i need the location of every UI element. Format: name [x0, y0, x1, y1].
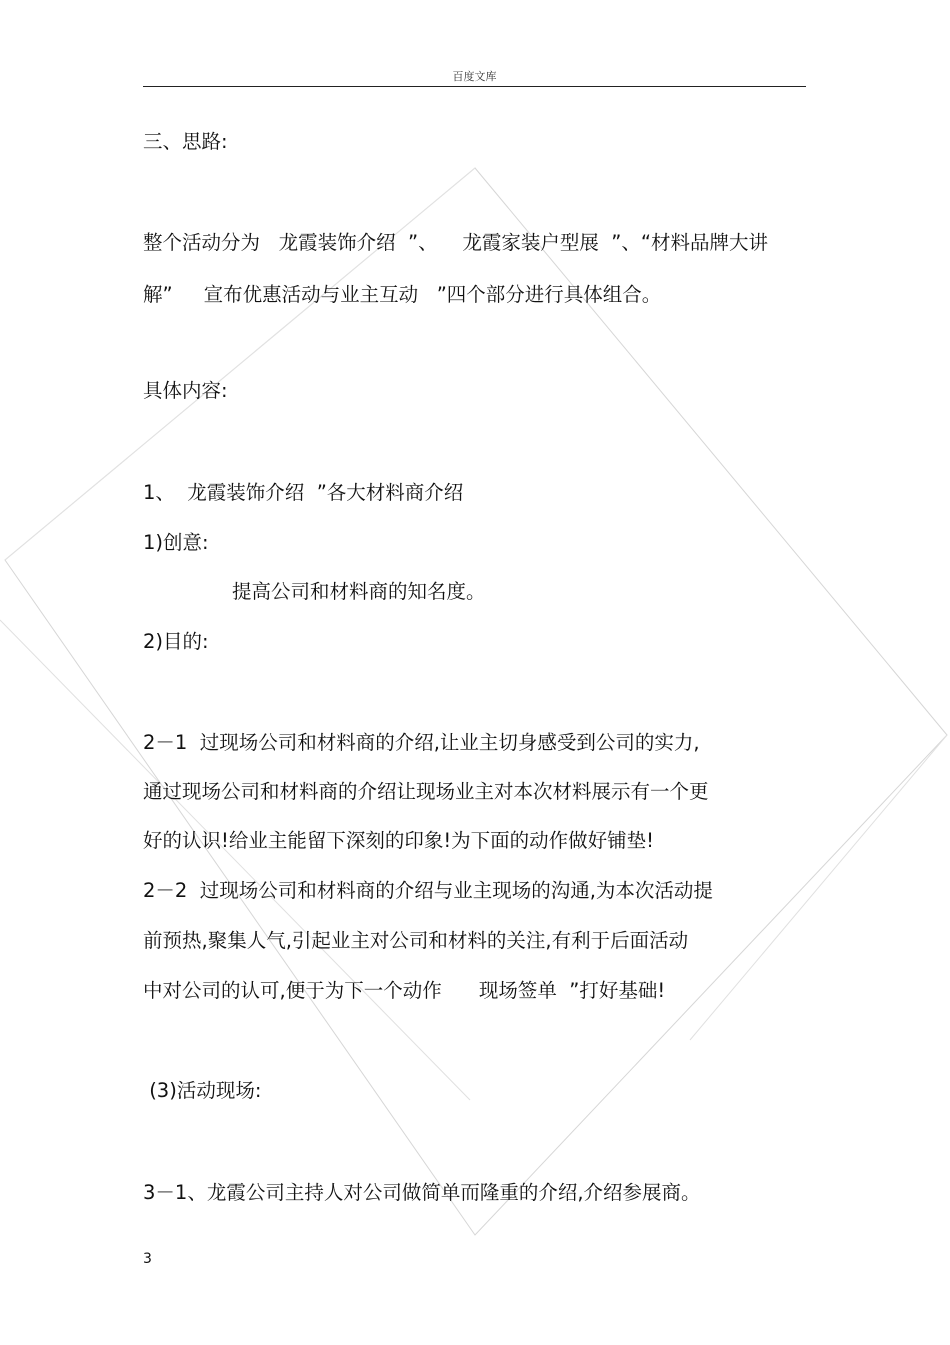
item1-title: 1、 龙霞装饰介绍 ”各大材料商介绍	[143, 481, 464, 504]
header-divider	[143, 86, 806, 87]
paragraph-3-1-line-1: 3－1、龙霞公司主持人对公司做简单而隆重的介绍,介绍参展商。	[143, 1181, 701, 1204]
page-header: 百度文库	[452, 70, 497, 83]
paragraph-2-2-line-2: 前预热,聚集人气,引起业主对公司和材料的关注,有利于后面活动	[143, 929, 689, 952]
paragraph-2-1-line-2: 通过现场公司和材料商的介绍让现场业主对本次材料展示有一个更	[143, 780, 709, 803]
overview-line-2: 解” 宣布优惠活动与业主互动 ”四个部分进行具体组合。	[143, 283, 662, 306]
item1-subheading-purpose: 2)目的:	[143, 630, 209, 653]
paragraph-2-2-line-3: 中对公司的认可,便于为下一个动作 现场签单 ”打好基础!	[143, 979, 666, 1002]
paragraph-2-1-line-3: 好的认识!给业主能留下深刻的印象!为下面的动作做好铺垫!	[143, 829, 654, 852]
section-title: 三、思路:	[143, 130, 228, 153]
page-number: 3	[143, 1251, 152, 1267]
paragraph-2-2-line-1: 2－2 过现场公司和材料商的介绍与业主现场的沟通,为本次活动提	[143, 879, 713, 902]
details-heading: 具体内容:	[143, 379, 228, 402]
item1-creative-text: 提高公司和材料商的知名度。	[232, 580, 486, 603]
overview-line-1: 整个活动分为 龙霞装饰介绍 ”、 龙霞家装户型展 ”、“材料品牌大讲	[143, 231, 768, 254]
paragraph-2-1-line-1: 2－1 过现场公司和材料商的介绍,让业主切身感受到公司的实力,	[143, 731, 700, 754]
item3-title: (3)活动现场:	[143, 1079, 262, 1102]
item1-subheading-creative: 1)创意:	[143, 531, 209, 554]
